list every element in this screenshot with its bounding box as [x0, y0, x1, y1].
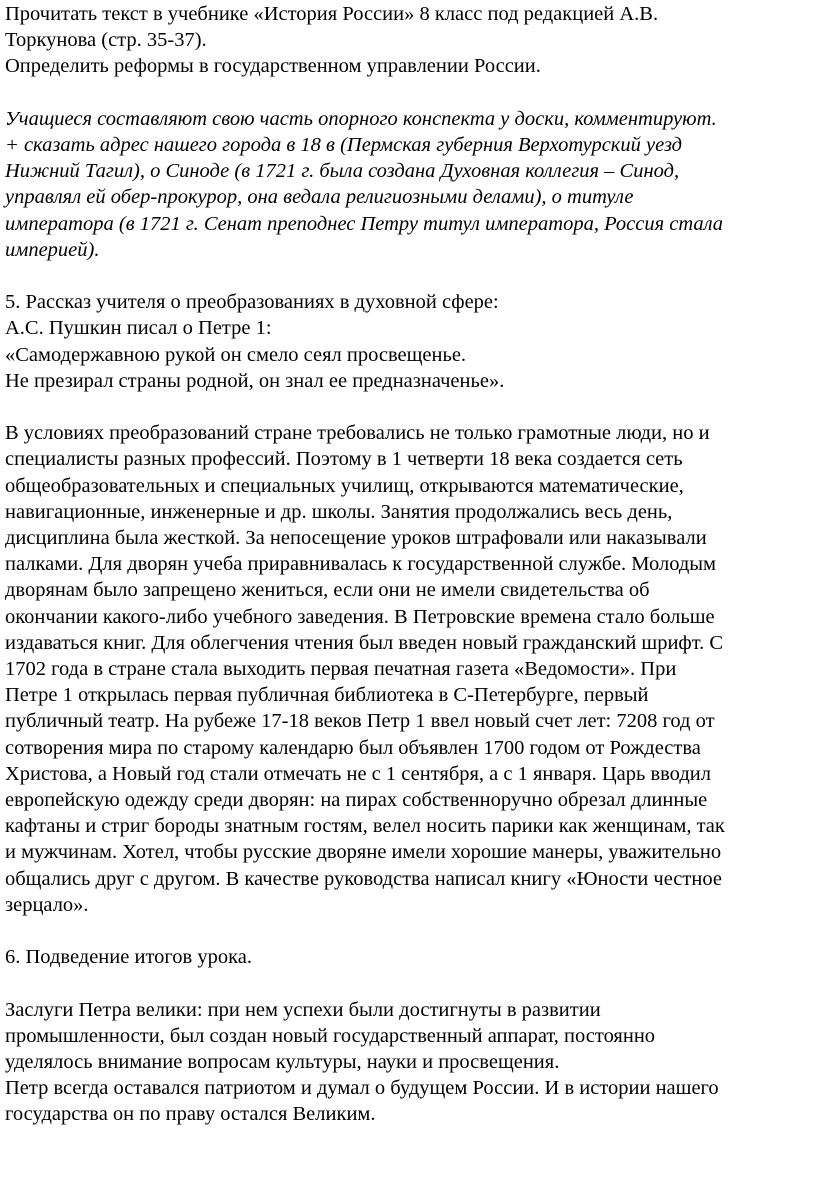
paragraph-gap: [5, 263, 811, 289]
quote-line: Не презирал страны родной, он знал ее предназначенье».: [5, 369, 505, 392]
story-line: зерцало».: [5, 893, 89, 916]
document-page: [5, 1, 811, 1128]
paragraph-gap: [5, 970, 811, 996]
story-line: и мужчинам. Хотел, чтобы русские дворяне имели хорошие манеры, уважительно: [5, 841, 722, 864]
story-line: 1702 года в стране стала выходить первая печатная газета «Ведомости». При: [5, 658, 677, 681]
conclusion-paragraph: [5, 997, 811, 1128]
conclusion-line: Заслуги Петра велики: при нем успехи были достигнуты в развитии: [5, 998, 601, 1021]
intro-line: Торкунова (стр. 35-37).: [5, 29, 207, 52]
students-note-line: Нижний Тагил), о Синоде (в 1721 г. была создана Духовная коллегия – Синод,: [5, 160, 680, 183]
conclusion-line: промышленности, был создан новый государственный аппарат, постоянно: [5, 1024, 656, 1047]
students-note-line: управлял ей обер-прокурор, она ведала религиозными делами), о титуле: [5, 186, 634, 209]
section-6-heading: 6. Подведение итогов урока.: [5, 946, 252, 969]
quote-line: «Самодержавною рукой он смело сеял просвещенье.: [5, 343, 467, 366]
story-line: публичный театр. На рубеже 17-18 веков Петр 1 ввел новый счет лет: 7208 год от: [5, 710, 715, 733]
story-line: общеобразовательных и специальных училищ, открываются математические,: [5, 474, 684, 497]
quote-intro-line: А.С. Пушкин писал о Петре 1:: [5, 317, 272, 340]
section-5-heading: 5. Рассказ учителя о преобразованиях в духовной сфере:: [5, 291, 499, 314]
intro-paragraph: [5, 1, 811, 80]
conclusion-line: Петр всегда оставался патриотом и думал о будущем России. И в истории нашего: [5, 1077, 719, 1100]
story-line: В условиях преобразований стране требовались не только грамотные люди, но и: [5, 422, 710, 445]
story-line: окончании какого-либо учебного заведения. В Петровские времена стало больше: [5, 605, 715, 628]
students-note-line: императора (в 1721 г. Сенат преподнес Петру титул императора, Россия стала: [5, 212, 724, 235]
story-line: Петре 1 открылась первая публичная библиотека в С-Петербурге, первый: [5, 684, 649, 707]
story-line: палками. Для дворян учеба приравнивалась к государственной службе. Молодым: [5, 553, 717, 576]
intro-line: Прочитать текст в учебнике «История России» 8 класс под редакцией А.В.: [5, 3, 659, 25]
students-note-paragraph: [5, 106, 811, 263]
story-line: навигационные, инженерные и др. школы. Занятия продолжались весь день,: [5, 500, 673, 523]
story-line: издаваться книг. Для облегчения чтения был введен новый гражданский шрифт. С: [5, 631, 724, 654]
story-line: дисциплина была жесткой. За непосещение уроков штрафовали или наказывали: [5, 527, 707, 550]
story-line: сотворения мира по старому календарю был объявлен 1700 годом от Рождества: [5, 736, 701, 759]
story-line: кафтаны и стриг бороды знатным гостям, велел носить парики как женщинам, так: [5, 815, 725, 838]
students-note-line: + сказать адрес нашего города в 18 в (Пермская губерния Верхотурский уезд: [5, 134, 683, 156]
story-line: дворянам было запрещено жениться, если они не имели свидетельства об: [5, 579, 650, 602]
paragraph-gap: [5, 394, 811, 420]
teacher-story-paragraph: [5, 420, 811, 918]
story-line: специалисты разных профессий. Поэтому в 1 четверти 18 века создается сеть: [5, 448, 683, 471]
story-line: европейскую одежду среди дворян: на пирах собственноручно обрезал длинные: [5, 789, 708, 812]
paragraph-gap: [5, 80, 811, 106]
section-5-paragraph: [5, 289, 811, 394]
students-note-line: Учащиеся составляют свою часть опорного конспекта у доски, комментируют.: [5, 107, 717, 130]
intro-line: Определить реформы в государственном управлении России.: [5, 55, 541, 78]
story-line: Христова, а Новый год стали отмечать не с 1 сентября, а с 1 января. Царь вводил: [5, 762, 711, 785]
paragraph-gap: [5, 918, 811, 944]
conclusion-line: уделялось внимание вопросам культуры, науки и просвещения.: [5, 1051, 560, 1074]
section-6-paragraph: [5, 944, 811, 970]
story-line: общались друг с другом. В качестве руководства написал книгу «Юности честное: [5, 867, 722, 890]
students-note-line: империей).: [5, 238, 100, 261]
conclusion-line: государства он по праву остался Великим.: [5, 1103, 376, 1126]
